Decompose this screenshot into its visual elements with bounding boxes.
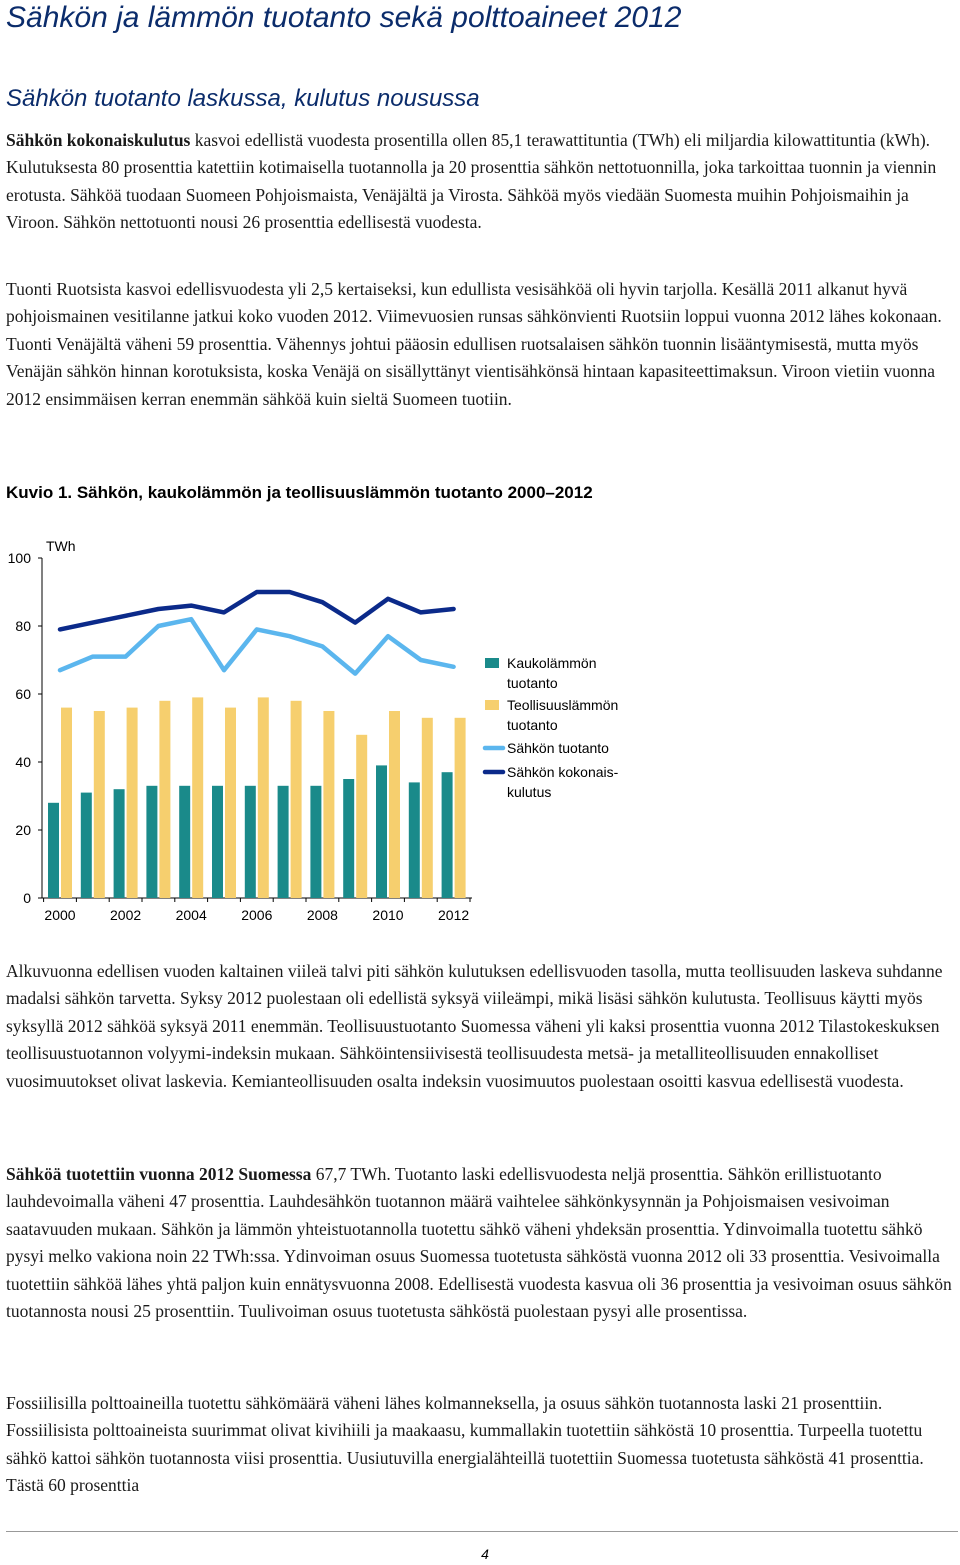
bar-kaukolampo: [343, 779, 354, 898]
y-tick-label: 40: [15, 754, 31, 770]
bar-teollisuuslampo: [94, 711, 105, 898]
paragraph-1: [6, 127, 958, 237]
y-axis-unit-label: TWh: [46, 538, 76, 554]
y-tick-label: 80: [15, 618, 31, 634]
figure-title: Kuvio 1. Sähkön, kaukolämmön ja teollisuuslämmön tuotanto 2000–2012: [6, 483, 593, 502]
bar-teollisuuslampo: [258, 697, 269, 898]
legend-sahkon-tuotanto-label: Sähkön tuotanto: [507, 740, 609, 756]
legend-kaukolampo-label: Kaukolämmön: [507, 655, 597, 671]
legend-kaukolampo-label-line2: tuotanto: [507, 675, 558, 691]
bar-teollisuuslampo: [192, 697, 203, 898]
y-tick-label: 60: [15, 686, 31, 702]
legend-sahkon-kulutus-label: Sähkön kokonais-: [507, 764, 619, 780]
bar-teollisuuslampo: [127, 708, 138, 898]
paragraph-3: Alkuvuonna edellisen vuoden kaltainen viileä talvi piti sähkön kulutuksen edellisvuoden tasolla, mutta teollisuuden laskeva suhdanne madalsi sähkön tarvetta. Syksy 2012 puolestaan oli edellistä syksyä viileämpi, mikä lisäsi sähkön kulutusta. Teollisuus käytti myös syksyllä 2012 sähköä syksyä 2011 enemmän. Teollisuustuotanto Suomessa väheni yli kaksi prosenttia vuonna 2012 Tilastokeskuksen teollisuustuotannon volyymi-indeksin mukaan. Sähköintensiivisestä teollisuudesta metsä- ja metalliteollisuuden ennakolliset vuosimuutokset olivat laskevia. Kemianteollisuuden osalta indeksin vuosimuutos puolestaan osoitti kasvua edellisestä vuodesta.: [6, 961, 943, 1091]
x-tick-label: 2000: [44, 907, 76, 923]
paragraph-2: Tuonti Ruotsista kasvoi edellisvuodesta yli 2,5 kertaiseksi, kun edullista vesisähköä oli hyvin tarjolla. Kesällä 2011 alkanut hyvä pohjoismainen vesitilanne jatkui koko vuoden 2012. Viimevuosien runsas sähkönvienti Ruotsiin loppui vuonna 2012 lähes kokonaan. Tuonti Venäjältä väheni 59 prosenttia. Vähennys johtui pääosin edullisen ruotsalaisen sähkön tuonnin lisääntymisestä, mutta myös Venäjän sähkön hinnan korotuksista, koska Venäjä on sisällyttänyt vientisähkönsä hintaan kapasiteettimaksun. Viroon vietiin vuonna 2012 ensimmäisen kerran enemmän sähköä kuin sieltä Suomeen tuotiin.: [6, 279, 942, 409]
section-heading: Sähkön tuotanto laskussa, kulutus nousussa: [6, 85, 480, 112]
bar-kaukolampo: [442, 772, 453, 898]
paragraph-1-bold-lead: Sähkön kokonaiskulutus: [6, 130, 191, 150]
bar-teollisuuslampo: [323, 711, 334, 898]
bar-teollisuuslampo: [389, 711, 400, 898]
bar-kaukolampo: [48, 803, 59, 898]
bar-kaukolampo: [278, 786, 289, 898]
bar-kaukolampo: [376, 765, 387, 898]
bar-kaukolampo: [245, 786, 256, 898]
bar-teollisuuslampo: [291, 701, 302, 898]
page-title: Sähkön ja lämmön tuotanto sekä polttoaineet 2012: [6, 1, 682, 34]
bar-teollisuuslampo: [356, 735, 367, 898]
x-tick-label: 2006: [241, 907, 273, 923]
y-tick-label: 20: [15, 822, 31, 838]
bar-teollisuuslampo: [455, 718, 466, 898]
paragraph-4-bold-lead: Sähköä tuotettiin vuonna 2012 Suomessa: [6, 1164, 312, 1184]
bar-teollisuuslampo: [61, 708, 72, 898]
x-tick-label: 2002: [110, 907, 142, 923]
y-tick-label: 100: [7, 550, 31, 566]
bar-teollisuuslampo: [422, 718, 433, 898]
paragraph-1-text: kasvoi edellistä vuodesta prosentilla ollen 85,1 terawattituntia (TWh) eli miljardia kilowattituntia (kWh). Kulutuksesta 80 prosenttia katettiin kotimaisella tuotannolla ja 20 prosenttia sähkön nettotuonnilla, joka tarkoittaa tuonnin ja viennin erotusta. Sähköä tuodaan Suomeen Pohjoismaista, Venäjältä ja Virosta. Sähköä myös viedään Suomesta muihin Pohjoismaihin ja Viroon. Sähkön nettotuonti nousi 26 prosenttia edellisestä vuodesta.: [6, 130, 937, 233]
legend-sahkon-kulutus-label-line2: kulutus: [507, 784, 552, 800]
x-tick-label: 2004: [175, 907, 207, 923]
bar-kaukolampo: [409, 782, 420, 898]
legend-kaukolampo-swatch: [485, 658, 499, 668]
y-tick-label: 0: [23, 890, 31, 906]
paragraph-4-text: 67,7 TWh. Tuotanto laski edellisvuodesta neljä prosenttia. Sähkön erillistuotanto lauhdevoimalla väheni 47 prosenttia. Lauhdesähkön tuotannon määrä vaihtelee sähkönkysynnän ja Pohjoismaisen vesivoiman saatavuuden mukaan. Sähkön ja lämmön yhteistuotannolla tuotettu sähkö väheni yhdeksän prosenttia. Ydinvoimalla tuotettu sähkö pysyi melko vakiona noin 22 TWh:ssa. Ydinvoiman osuus Suomessa tuotetusta sähköstä vuonna 2012 oli 33 prosenttia. Vesivoimalla tuotettiin sähköä lähes yhtä paljon kuin ennätysvuonna 2008. Edellisestä vuodesta kasvua oli 36 prosenttia ja vesivoiman osuus sähkön tuotannosta nousi 25 prosenttiin. Tuulivoiman osuus tuotetusta sähköstä puolestaan pysyi alle prosentissa.: [6, 1164, 952, 1322]
bar-teollisuuslampo: [225, 708, 236, 898]
line-sahkon-kulutus: [60, 592, 454, 629]
bar-kaukolampo: [114, 789, 125, 898]
page-number: 4: [481, 1546, 489, 1562]
x-tick-label: 2010: [372, 907, 404, 923]
line-sahkon-tuotanto: [60, 619, 454, 673]
bar-kaukolampo: [310, 786, 321, 898]
legend-teollisuuslampo-swatch: [485, 700, 499, 710]
x-tick-label: 2012: [438, 907, 470, 923]
legend-teollisuuslampo-label-line2: tuotanto: [507, 717, 558, 733]
bar-kaukolampo: [146, 786, 157, 898]
bar-kaukolampo: [179, 786, 190, 898]
x-tick-label: 2008: [306, 907, 338, 923]
bar-kaukolampo: [212, 786, 223, 898]
bar-kaukolampo: [81, 793, 92, 898]
legend-teollisuuslampo-label: Teollisuuslämmön: [507, 697, 619, 713]
figure-chart: [0, 535, 960, 935]
paragraph-4: [6, 1161, 958, 1325]
footer-divider: [6, 1531, 958, 1532]
paragraph-5: Fossiilisilla polttoaineilla tuotettu sähkömäärä väheni lähes kolmanneksella, ja osuus sähkön tuotannosta laski 21 prosenttiin. Fossiilisista polttoaineista suurimmat olivat kivihiili ja maakaasu, kummallakin tuotettiin sähköstä 10 prosenttia. Turpeella tuotettu sähkö kattoi sähkön tuotannosta viisi prosenttia. Uusiutuvilla energialähteillä tuotettiin Suomessa tuotetusta sähköstä 41 prosenttia. Tästä 60 prosenttia: [6, 1393, 924, 1496]
bar-teollisuuslampo: [159, 701, 170, 898]
